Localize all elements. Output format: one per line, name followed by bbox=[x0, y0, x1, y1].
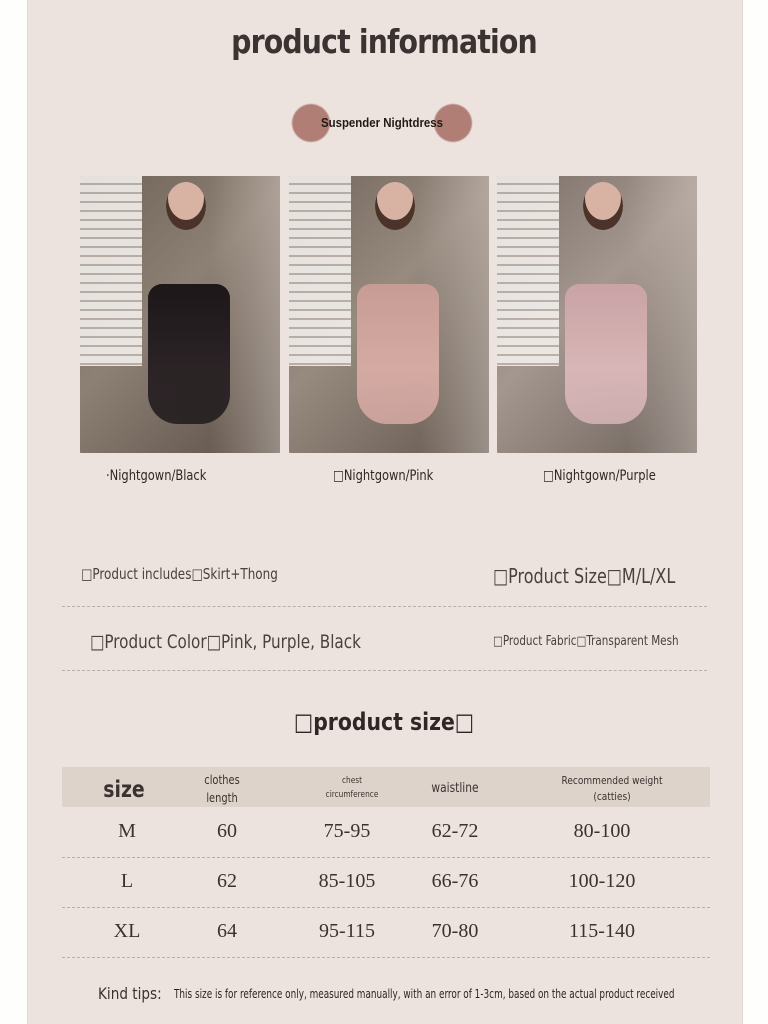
caption-black: ·Nightgown/Black bbox=[106, 468, 207, 484]
tips-text: This size is for reference only, measured manually, with an error of 1-3cm, based on the actual product received bbox=[174, 987, 675, 1001]
attr-includes: □Product includes□Skirt+Thong bbox=[81, 565, 278, 583]
table-row bbox=[62, 857, 710, 908]
attr-size: □Product Size□M/L/XL bbox=[493, 564, 676, 588]
divider bbox=[62, 670, 707, 671]
cell-weight: 100-120 bbox=[568, 870, 636, 892]
header-weight-line2: (catties) bbox=[593, 790, 631, 803]
caption-pink: □Nightgown/Pink bbox=[333, 468, 434, 484]
cell-length: 62 bbox=[217, 870, 237, 892]
tips-label: Kind tips: bbox=[98, 984, 162, 1003]
product-photo-pink bbox=[289, 176, 489, 453]
model-head bbox=[583, 182, 623, 230]
header-chest bbox=[307, 774, 397, 802]
cell-length: 64 bbox=[217, 920, 237, 942]
header-weight-line1: Recommended weight bbox=[561, 774, 663, 787]
cell-length: 60 bbox=[217, 820, 237, 842]
attr-color: □Product Color□Pink, Purple, Black bbox=[90, 631, 361, 653]
cell-chest: 95-115 bbox=[319, 920, 375, 942]
header-chest-line2: circumference bbox=[325, 790, 379, 800]
nightdress-purple bbox=[565, 284, 647, 424]
cell-waist: 70-80 bbox=[431, 920, 479, 942]
cell-size: XL bbox=[113, 920, 141, 942]
nightdress-black bbox=[148, 284, 230, 424]
product-photo-purple bbox=[497, 176, 697, 453]
nightdress-pink bbox=[357, 284, 439, 424]
header-length-line1: clothes bbox=[204, 773, 240, 787]
cell-waist: 66-76 bbox=[431, 870, 479, 892]
category-pill bbox=[292, 104, 472, 142]
model-head bbox=[166, 182, 206, 230]
size-table-header bbox=[62, 767, 710, 807]
size-table-title: □product size□ bbox=[293, 708, 475, 736]
header-weight bbox=[555, 773, 670, 805]
cell-size: M bbox=[118, 820, 136, 842]
window-blinds bbox=[289, 176, 351, 366]
attr-fabric: □Product Fabric□Transparent Mesh bbox=[493, 634, 679, 649]
product-photo-black bbox=[80, 176, 280, 453]
category-label: Suspender Nightdress bbox=[320, 115, 444, 130]
header-length-line2: length bbox=[206, 791, 238, 805]
table-row bbox=[62, 907, 710, 958]
cell-chest: 75-95 bbox=[323, 820, 371, 842]
header-length bbox=[193, 771, 250, 807]
cell-waist: 62-72 bbox=[431, 820, 479, 842]
header-chest-line1: chest bbox=[341, 776, 363, 786]
page-title: product information bbox=[231, 22, 537, 61]
cell-chest: 85-105 bbox=[318, 870, 376, 892]
window-blinds bbox=[497, 176, 559, 366]
table-row bbox=[62, 807, 710, 858]
window-blinds bbox=[80, 176, 142, 366]
cell-weight: 115-140 bbox=[569, 920, 635, 942]
cell-weight: 80-100 bbox=[573, 820, 631, 842]
header-waist: waistline bbox=[431, 781, 479, 796]
divider bbox=[62, 606, 707, 607]
header-size: size bbox=[103, 777, 145, 803]
caption-purple: □Nightgown/Purple bbox=[543, 468, 656, 484]
model-head bbox=[375, 182, 415, 230]
cell-size: L bbox=[120, 870, 134, 892]
